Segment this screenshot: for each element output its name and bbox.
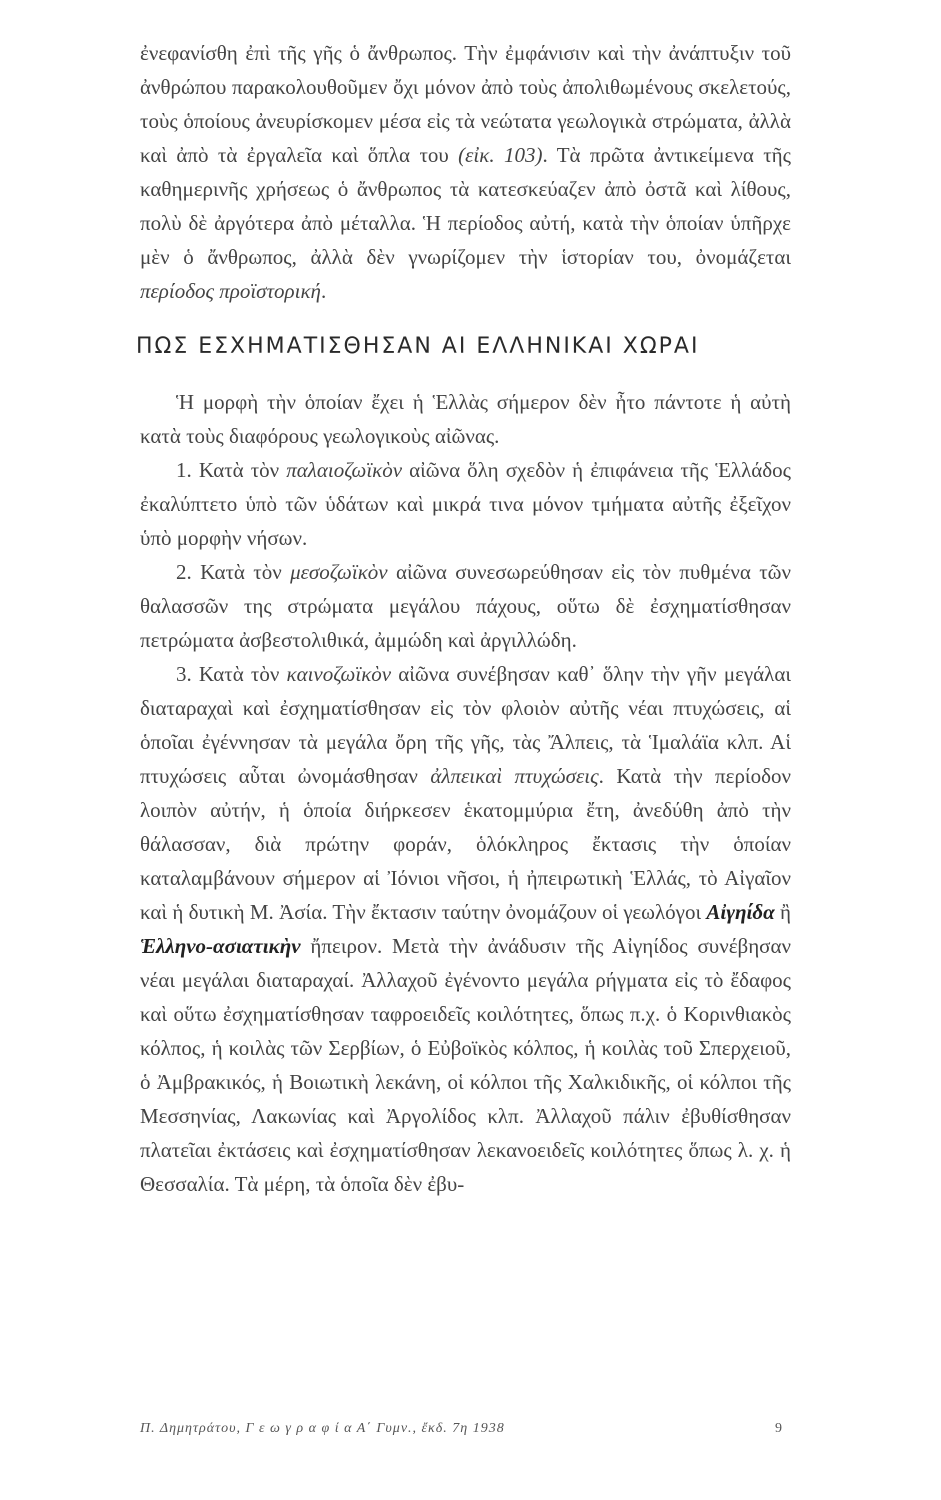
text-run: 1. Κατὰ τὸν bbox=[176, 458, 287, 482]
paragraph-cenozoic bbox=[140, 657, 791, 1201]
figure-reference: (εἰκ. 103) bbox=[458, 143, 543, 167]
paragraph-prehistory bbox=[140, 36, 791, 308]
paragraph-mesozoic bbox=[140, 555, 791, 657]
page-number: 9 bbox=[775, 1421, 783, 1436]
text-run: 3. Κατὰ τὸν bbox=[176, 662, 287, 686]
text-run: 2. Κατὰ τὸν bbox=[176, 560, 291, 584]
footer-imprint: Π. Δημητράτου, Γ ε ω γ ρ α φ ί α Α΄ Γυμν., ἔκδ. 7η 1938 bbox=[140, 1421, 505, 1436]
section-heading: ΠΩΣ ΕΣΧΗΜΑΤΙΣΘΗΣΑΝ ΑΙ ΕΛΛΗΝΙΚΑΙ ΧΩΡΑΙ bbox=[136, 334, 700, 359]
text-run: αἰῶνα συνέβησαν καθ᾽ ὅλην τὴν γῆν μεγάλαι διαταραχαὶ καὶ ἐσχηματίσθησαν εἰς τὸν φλοιὸν αὐτῆς νέαι πτυχώσεις, αἱ ὁποῖαι ἐγέννησαν τὰ μεγάλα ὄρη τῆς γῆς, τὰς Ἄλπεις, τὰ Ἱμαλάϊα κλπ. Αἱ πτυχώσεις αὗται ὠνομάσθησαν bbox=[140, 662, 792, 788]
text-run: αἰῶνα συνεσωρεύθησαν εἰς τὸν πυθμένα τῶν θαλασσῶν της στρώματα μεγάλου πάχους, οὕτω δὲ ἐσχηματίσθησαν πετρώματα ἀσβεστολιθικά, ἀμμώδη καὶ ἀργιλλώδη. bbox=[140, 560, 792, 652]
page-footer bbox=[140, 1421, 791, 1437]
paragraph-intro: Ἡ μορφὴ τὴν ὁποίαν ἔχει ἡ Ἑλλὰς σήμερον δὲν ἦτο πάντοτε ἡ αὐτὴ κατὰ τοὺς διαφόρους γεωλογικοὺς αἰῶνας. bbox=[140, 390, 791, 448]
term-alpine-folds: ἀλπεικαὶ πτυχώσεις bbox=[430, 764, 599, 788]
term-cenozoic: καινοζωϊκὸν bbox=[286, 662, 392, 686]
text-run: ἤπειρον. Μετὰ τὴν ἀνάδυσιν τῆς Αἰγηίδος συνέβησαν νέαι μεγάλαι διαταραχαί. Ἀλλαχοῦ ἐγένοντο μεγάλα ρήγματα εἰς τὸ ἔδαφος καὶ οὕτω ἐσχηματίσθησαν ταφροειδεῖς κοιλότητες, ὅπως π.χ. ὁ Κορινθιακὸς κόλπος, ἡ κοιλὰς τῶν Σερβίων, ὁ Εὐβοϊκὸς κόλπος, ἡ κοιλὰς τοῦ Σπερχειοῦ, ὁ Ἀμβρακικός, ἡ Βοιωτικὴ λεκάνη, οἱ κόλποι τῆς Χαλκιδικῆς, οἱ κόλποι τῆς Μεσσηνίας, Λακωνίας καὶ Ἀργολίδος κλπ. Ἀλλαχοῦ πάλιν ἐβυθίσθησαν πλατεῖαι ἐκτάσεις καὶ ἐσχηματίσθησαν λεκανοειδεῖς κοιλότητες ὅπως λ. χ. ἡ Θεσσαλία. Τὰ μέρη, τὰ ὁποῖα δὲν ἐβυ- bbox=[140, 934, 791, 1196]
term-paleozoic: παλαιοζωϊκὸν bbox=[286, 458, 403, 482]
text-run: ἢ bbox=[774, 900, 791, 924]
term-helleno-asiatic: Ἑλληνο-ασιατικὴν bbox=[140, 934, 301, 958]
term-prehistoric-period: περίοδος προϊστορική bbox=[140, 279, 321, 303]
paragraph-paleozoic bbox=[140, 453, 791, 555]
text-run: . Κατὰ τὴν περίοδον λοιπὸν αὐτήν, ἡ ὁποία διήρκεσεν ἑκατομμύρια ἔτη, ἀνεδύθη ἀπὸ τὴν θάλασσαν, διὰ πρώτην φοράν, ὁλόκληρος ἔκτασις τὴν ὁποίαν καταλαμβάνουν σήμερον αἱ Ἰόνιοι νῆσοι, ἡ ἠπειρωτικὴ Ἑλλάς, τὸ Αἰγαῖον καὶ ἡ δυτικὴ Μ. Ἀσία. Τὴν ἔκτασιν ταύτην ὀνομάζουν οἱ γεωλόγοι bbox=[140, 764, 791, 924]
term-mesozoic: μεσοζωϊκὸν bbox=[290, 560, 388, 584]
term-aegeis: Αἰγηίδα bbox=[706, 900, 775, 924]
text-run: . bbox=[320, 279, 327, 303]
text-run: . Τὰ πρῶτα ἀντικείμενα τῆς καθημερινῆς χρήσεως ὁ ἄνθρωπος τὰ κατεσκεύαζεν ἀπὸ ὀστᾶ καὶ λίθους, πολὺ δὲ ἀργότερα ἀπὸ μέταλλα. Ἡ περίοδος αὐτή, κατὰ τὴν ὁποίαν ὑπῆρχε μὲν ὁ ἄνθρωπος, ἀλλὰ δὲν γνωρίζομεν τὴν ἱστορίαν του, ὀνομάζεται bbox=[140, 143, 791, 269]
text-run: αἰῶνα ὅλη σχεδὸν ἡ ἐπιφάνεια τῆς Ἑλλάδος ἐκαλύπτετο ὑπὸ τῶν ὑδάτων καὶ μικρά τινα μόνον τμήματα αὐτῆς ἐξεῖχον ὑπὸ μορφὴν νήσων. bbox=[140, 458, 792, 550]
text-run: ἐνεφανίσθη ἐπὶ τῆς γῆς ὁ ἄνθρωπος. Τὴν ἐμφάνισιν καὶ τὴν ἀνάπτυξιν τοῦ ἀνθρώπου παρακολουθοῦμεν ὄχι μόνον ἀπὸ τοὺς ἀπολιθωμένους σκελετούς, τοὺς ὁποίους ἀνευρίσκομεν μέσα εἰς τὰ νεώτατα γεωλογικὰ στρώματα, ἀλλὰ καὶ ἀπὸ τὰ ἐργαλεῖα καὶ ὅπλα του bbox=[140, 41, 791, 167]
